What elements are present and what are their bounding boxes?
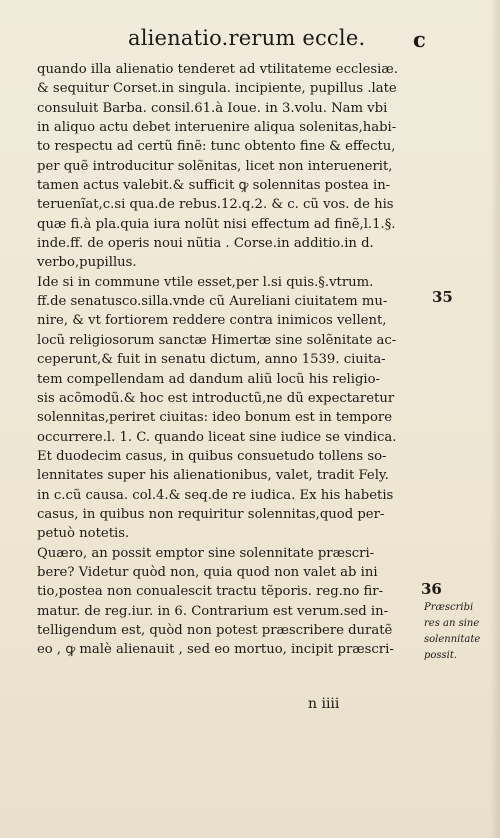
main-text-block — [37, 60, 427, 660]
text-line: nire, & vt fortiorem reddere contra inimicos vellent, — [37, 313, 387, 329]
text-line: Et duodecim casus, in quibus consuetudo tollens so- — [37, 448, 387, 464]
text-line: locũ religiosorum sanctæ Himertæ sine solẽnitate ac- — [37, 332, 397, 348]
text-line: ff.de senatusco.silla.vnde cũ Aureliani ciuitatem mu- — [37, 294, 388, 310]
gathering-letter: c — [413, 27, 426, 52]
text-line: in aliquo actu debet interuenire aliqua solenitas,habi- — [37, 120, 397, 136]
page-edge-shadow — [490, 0, 500, 838]
margin-note: solennitate — [424, 634, 481, 645]
text-line: teruenĩat,c.si qua.de rebus.12.q.2. & c. cũ vos. de his — [37, 197, 394, 213]
text-line: petuò notetis. — [37, 526, 130, 542]
text-line: & sequitur Corset.in singula. incipiente, pupillus .late — [37, 81, 397, 97]
margin-number: 36 — [421, 580, 442, 598]
text-line: tamen actus valebit.& sufficit ꝙ solennitas postea in- — [37, 178, 391, 194]
margin-note: possit. — [424, 650, 458, 661]
text-line: eo , ꝙ malè alienauit , sed eo mortuo, incipit præscri- — [37, 642, 394, 658]
text-line: per quẽ introducitur solẽnitas, licet non interuenerit, — [37, 158, 393, 174]
text-line: telligendum est, quòd non potest præscribere duratẽ — [37, 622, 393, 638]
text-line: sis acõmodũ.& hoc est introductũ,ne dũ expectaretur — [37, 390, 395, 406]
text-line: quæ fi.à pla.quia iura nolũt nisi effectum ad finẽ,l.1.§. — [37, 216, 396, 232]
signature-mark: n iiii — [308, 696, 340, 712]
margin-note: res an sine — [424, 618, 480, 629]
text-line: lennitates super his alienationibus, valet, tradit Fely. — [37, 468, 389, 484]
text-line: to respectu ad certũ finẽ: tunc obtento fine & effectu, — [37, 139, 396, 155]
margin-note: Præscribi — [424, 602, 474, 613]
text-line: matur. de reg.iur. in 6. Contrarium est verum.sed in- — [37, 603, 389, 619]
text-line: ceperunt,& fuit in senatu dictum, anno 1539. ciuita- — [37, 352, 386, 368]
text-line: verbo,pupillus. — [37, 255, 137, 271]
text-line: casus, in quibus non requiritur solennitas,quod per- — [37, 506, 385, 522]
text-line: tem compellendam ad dandum aliũ locũ his religio- — [37, 371, 381, 387]
text-line: inde.ff. de operis noui nũtia . Corse.in additio.in d. — [37, 236, 374, 252]
text-line: solennitas,periret ciuitas: ideo bonum est in tempore — [37, 410, 393, 426]
margin-number: 35 — [432, 288, 453, 306]
text-line: bere? Videtur quòd non, quia quod non valet ab ini — [37, 564, 378, 580]
paragraph-first-line: Ide si in commune vtile esset,per l.si quis.§.vtrum. — [37, 274, 374, 290]
running-title: alienatio.rerum eccle. — [128, 26, 366, 50]
text-line: occurrere.l. 1. C. quando liceat sine iudice se vindica. — [37, 429, 397, 445]
text-line: tio,postea non conualescit tractu tẽporis. reg.no fir- — [37, 584, 384, 600]
text-line: consuluit Barba. consil.61.à Ioue. in 3.volu. Nam vbi — [37, 100, 388, 116]
text-line: in c.cũ causa. col.4.& seq.de re iudica. Ex his habetis — [37, 487, 394, 503]
page-header — [0, 26, 500, 56]
text-line: quando illa alienatio tenderet ad vtilitateme ecclesiæ. — [37, 62, 398, 77]
paragraph-first-line: Quæro, an possit emptor sine solennitate præscri- — [37, 545, 375, 561]
